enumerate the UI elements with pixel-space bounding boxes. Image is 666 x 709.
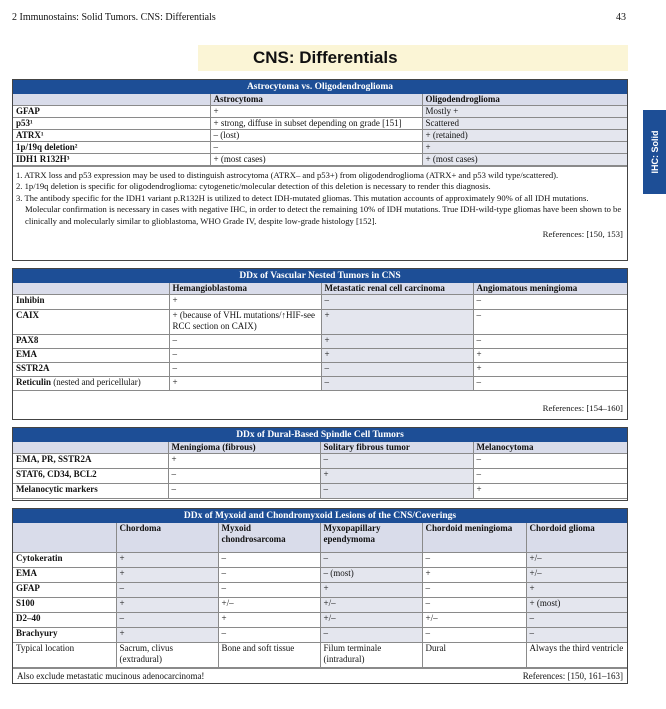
footer-note: Also exclude metastatic mucinous adenocarcinoma! (17, 670, 205, 681)
table-cell: – (473, 335, 627, 349)
table-footnotes (13, 166, 627, 227)
column-header: Angiomatous meningioma (473, 283, 627, 295)
table-title: Astrocytoma vs. Oligodendroglioma (13, 80, 627, 94)
table-cell: + (320, 469, 473, 484)
column-header: Myxoid chondrosarcoma (218, 523, 320, 552)
table-cell: +/– (526, 552, 627, 567)
table-cell: +/– (320, 597, 422, 612)
row-label: 1p/19q deletion² (13, 142, 210, 154)
table-cell: – (116, 612, 218, 627)
table-row (13, 310, 627, 335)
table-cell: – (218, 582, 320, 597)
row-label: p53¹ (13, 118, 210, 130)
table-header-row (13, 442, 627, 454)
row-label: PAX8 (13, 335, 169, 349)
table-cell: + (116, 597, 218, 612)
footnote: 2. 1p/19q deletion is specific for oligodendroglioma: cytogenetic/molecular detection of this deletion is necessary to render this diagnosis. (16, 181, 491, 192)
table-cell: – (218, 567, 320, 582)
row-label: GFAP (13, 582, 116, 597)
column-header (13, 523, 116, 552)
table-header-row (13, 283, 627, 295)
myxoid-chondromyxoid-table (12, 508, 628, 684)
column-header: Astrocytoma (210, 94, 422, 106)
row-label: SSTR2A (13, 363, 169, 377)
column-header (13, 442, 168, 454)
table-cell: + strong, diffuse in subset depending on grade [151] (210, 118, 422, 130)
table-cell: – (473, 454, 627, 469)
table-cell: – (168, 484, 320, 499)
table-cell: – (169, 363, 321, 377)
table-title: DDx of Myxoid and Chondromyxoid Lesions of the CNS/Coverings (13, 509, 627, 523)
row-label (13, 377, 169, 391)
table-cell: + (because of VHL mutations/↑HIF-see RCC section on CAIX) (169, 310, 321, 335)
table-title: DDx of Vascular Nested Tumors in CNS (13, 269, 627, 283)
table-cell: + (526, 582, 627, 597)
row-label: GFAP (13, 106, 210, 118)
row-label: Typical location (13, 642, 116, 667)
table-row (13, 612, 627, 627)
table-row (13, 597, 627, 612)
column-header: Melanocytoma (473, 442, 627, 454)
table-row (13, 106, 627, 118)
table-cell: – (321, 295, 473, 310)
table-cell: – (321, 363, 473, 377)
row-label: EMA (13, 349, 169, 363)
table-row (13, 567, 627, 582)
column-header: Chordoma (116, 523, 218, 552)
astro-vs-oligo-table (12, 79, 628, 261)
table-cell: – (422, 597, 526, 612)
table-cell: + (168, 454, 320, 469)
table-row (13, 484, 627, 499)
table-row (13, 295, 627, 310)
table-cell: + (321, 310, 473, 335)
table-header-row (13, 523, 627, 552)
row-label: Melanocytic markers (13, 484, 168, 499)
table-cell: – (320, 484, 473, 499)
table-row (13, 118, 627, 130)
table-cell: + (320, 582, 422, 597)
table-cell: Bone and soft tissue (218, 642, 320, 667)
table-cell: + (422, 142, 627, 154)
column-header: Oligodendroglioma (422, 94, 627, 106)
table-cell: + (most cases) (422, 154, 627, 166)
row-label: ATRX¹ (13, 130, 210, 142)
column-header: Chordoid meningioma (422, 523, 526, 552)
table-title: DDx of Dural-Based Spindle Cell Tumors (13, 428, 627, 442)
table-cell: +/– (218, 597, 320, 612)
references: References: [150, 153] (542, 229, 623, 240)
table-cell: – (169, 349, 321, 363)
table-cell: – (473, 295, 627, 310)
column-header: Metastatic renal cell carcinoma (321, 283, 473, 295)
running-header (12, 12, 626, 28)
table-row (13, 454, 627, 469)
table-cell: Always the third ventricle (526, 642, 627, 667)
column-header: Hemangioblastoma (169, 283, 321, 295)
table-row (13, 130, 627, 142)
column-header: Myxopapillary ependymoma (320, 523, 422, 552)
table-cell: – (320, 552, 422, 567)
table-row (13, 349, 627, 363)
table-cell: Filum terminale (intradural) (320, 642, 422, 667)
table-footer (13, 668, 627, 684)
table-cell: Dural (422, 642, 526, 667)
table-cell: – (320, 627, 422, 642)
table-cell: + (retained) (422, 130, 627, 142)
table-row (13, 627, 627, 642)
dural-spindle-cell-table (12, 427, 628, 501)
row-label: STAT6, CD34, BCL2 (13, 469, 168, 484)
table-cell: – (218, 552, 320, 567)
table-cell: + (218, 612, 320, 627)
table-row (13, 469, 627, 484)
table-cell: +/– (422, 612, 526, 627)
table-row (13, 642, 627, 667)
table-cell: – (116, 582, 218, 597)
table-cell: – (422, 552, 526, 567)
section-tab-label: IHC: Solid (649, 130, 660, 174)
table-cell: – (473, 310, 627, 335)
column-header: Meningioma (fibrous) (168, 442, 320, 454)
table-cell: – (422, 582, 526, 597)
table-cell: + (169, 377, 321, 391)
table-cell: – (lost) (210, 130, 422, 142)
table-row (13, 363, 627, 377)
footnote: 1. ATRX loss and p53 expression may be used to distinguish astrocytoma (ATRX– and p53+) from oligodendroglioma (ATRX+ and p53 wild type/scattered). (16, 170, 559, 180)
table-cell: – (168, 469, 320, 484)
table-cell: + (116, 627, 218, 642)
table-row (13, 142, 627, 154)
table-cell: + (116, 567, 218, 582)
table-cell: +/– (526, 567, 627, 582)
table-cell: +/– (320, 612, 422, 627)
table-cell: – (473, 469, 627, 484)
footnote: 3. The antibody specific for the IDH1 variant p.R132H is utilized to detect IDH-mutated gliomas. This mutation accounts of approximately 90% of all IDH mutations. Molecular confirmation is necessary in cases with negative IHC, in order to detect the remaining 10% of IDH mutations. True IDH-wild-type gliomas have been shown to be clinically and molecularly similar to glioblastoma, WHO Grade IV, despite low-grade histology [152]. (16, 192, 622, 226)
row-label-qualifier: (nested and pericellular) (51, 377, 141, 387)
table-cell: – (422, 627, 526, 642)
row-label: EMA (13, 567, 116, 582)
table-cell: + (473, 349, 627, 363)
table-cell: – (526, 627, 627, 642)
row-label: Brachyury (13, 627, 116, 642)
table-cell: Mostly + (422, 106, 627, 118)
table-cell: Sacrum, clivus (extradural) (116, 642, 218, 667)
table-cell: + (422, 567, 526, 582)
row-label: EMA, PR, SSTR2A (13, 454, 168, 469)
table-row (13, 377, 627, 391)
section-tab[interactable] (643, 110, 666, 194)
table-cell: + (321, 335, 473, 349)
page-number: 43 (616, 12, 626, 23)
row-label: Cytokeratin (13, 552, 116, 567)
vascular-nested-tumors-table (12, 268, 628, 420)
table-cell: + (473, 484, 627, 499)
table-cell: – (169, 335, 321, 349)
column-header (13, 283, 169, 295)
row-label: S100 (13, 597, 116, 612)
table-cell: – (most) (320, 567, 422, 582)
table-cell: + (473, 363, 627, 377)
row-label: IDH1 R132H³ (13, 154, 210, 166)
column-header: Chordoid glioma (526, 523, 627, 552)
column-header (13, 94, 210, 106)
table-cell: + (116, 552, 218, 567)
row-label: Inhibin (13, 295, 169, 310)
table-cell: – (218, 627, 320, 642)
row-label: D2–40 (13, 612, 116, 627)
table-cell: + (210, 106, 422, 118)
table-cell: – (210, 142, 422, 154)
table-cell: + (most) (526, 597, 627, 612)
table-cell: – (321, 377, 473, 391)
table-cell: – (473, 377, 627, 391)
table-cell: + (169, 295, 321, 310)
table-header-row (13, 94, 627, 106)
table-row (13, 154, 627, 166)
table-row (13, 582, 627, 597)
table-cell: – (320, 454, 473, 469)
page-title: CNS: Differentials (198, 45, 628, 71)
table-cell: + (321, 349, 473, 363)
references: References: [150, 161–163] (522, 670, 623, 681)
column-header: Solitary fibrous tumor (320, 442, 473, 454)
table-cell: Scattered (422, 118, 627, 130)
row-label-marker: Reticulin (16, 377, 51, 387)
references: References: [154–160] (542, 403, 623, 413)
running-header-title: 2 Immunostains: Solid Tumors. CNS: Differentials (12, 12, 216, 23)
table-row (13, 552, 627, 567)
table-cell: – (526, 612, 627, 627)
table-cell: + (most cases) (210, 154, 422, 166)
table-row (13, 335, 627, 349)
row-label: CAIX (13, 310, 169, 335)
